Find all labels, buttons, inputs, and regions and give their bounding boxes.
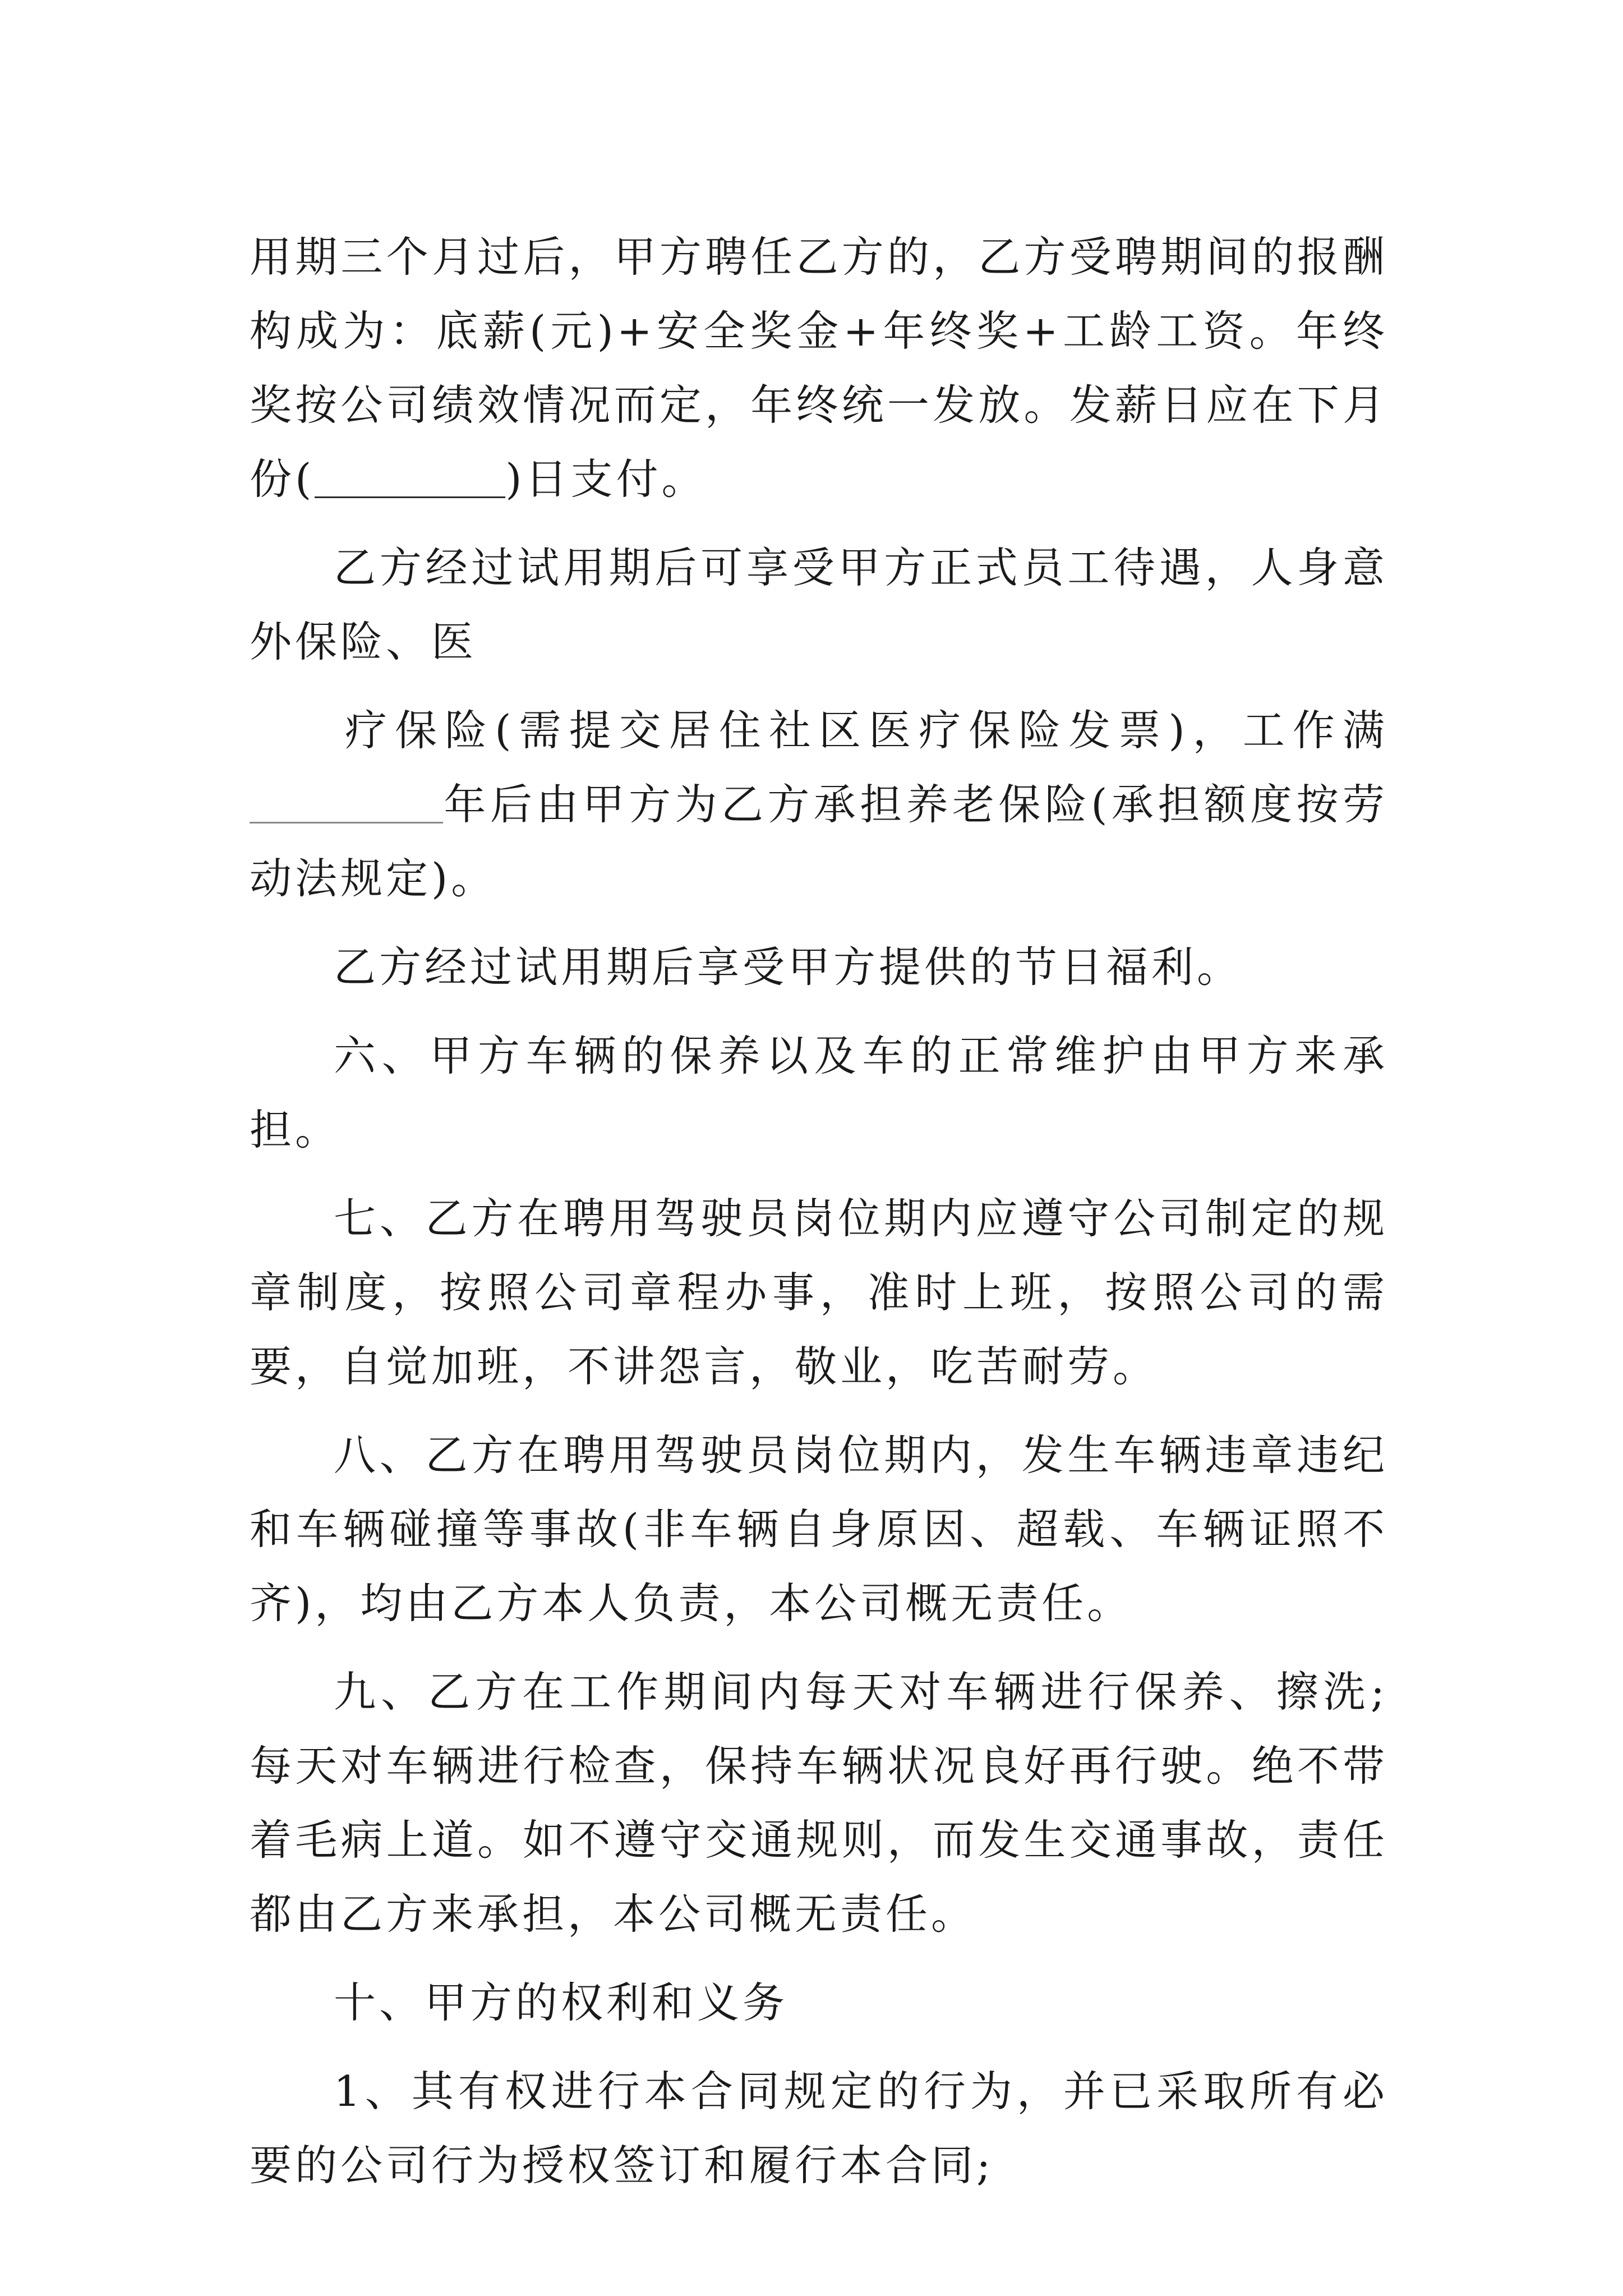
salary-text-part1: 用期三个月过后，甲方聘任乙方的，乙方受聘期间的报酬构成为：底薪(元)+安全奖金+年终奖+工龄工资。年终奖按公司绩效情况而定，年终统一发放。发薪日应在下月份( [250, 232, 1388, 504]
clause-ten-item-1: 1、其有权进行本合同规定的行为，并已采取所有必要的公司行为授权签订和履行本合同; [250, 2067, 1388, 2190]
clause-ten-heading: 十、甲方的权利和义务 [334, 1978, 789, 2027]
paragraph-medical [250, 693, 1388, 915]
clause-nine: 九、乙方在工作期间内每天对车辆进行保养、擦洗;每天对车辆进行检查，保持车辆状况良好再行驶。绝不带着毛病上道。如不遵守交通规则，而发生交通事故，责任都由乙方来承担，本公司概无责任。 [250, 1667, 1388, 1939]
salary-text-part2: )日支付。 [505, 454, 707, 504]
payday-blank [315, 457, 505, 498]
years-blank [250, 783, 443, 823]
contract-body [250, 220, 1388, 2217]
paragraph-holiday: 乙方经过试用期后享受甲方提供的节日福利。 [334, 942, 1243, 992]
paragraph-benefits: 乙方经过试用期后可享受甲方正式员工待遇，人身意外保险、医 [250, 543, 1388, 666]
medical-text-part2: 年后由甲方为乙方承担养老保险(承担额度按劳动法规定)。 [250, 780, 1388, 903]
clause-seven: 七、乙方在聘用驾驶员岗位期内应遵守公司制定的规章制度，按照公司章程办事，准时上班，按照公司的需要，自觉加班，不讲怨言，敬业，吃苦耐劳。 [250, 1194, 1388, 1391]
paragraph-salary [250, 220, 1388, 516]
medical-text-part1: 疗保险(需提交居住社区医疗保险发票)，工作满 [345, 706, 1388, 755]
clause-eight: 八、乙方在聘用驾驶员岗位期内，发生车辆违章违纪和车辆碰撞等事故(非车辆自身原因、超载、车辆证照不齐)，均由乙方本人负责，本公司概无责任。 [250, 1430, 1388, 1628]
clause-six: 六、甲方车辆的保养以及车的正常维护由甲方来承担。 [250, 1031, 1388, 1154]
